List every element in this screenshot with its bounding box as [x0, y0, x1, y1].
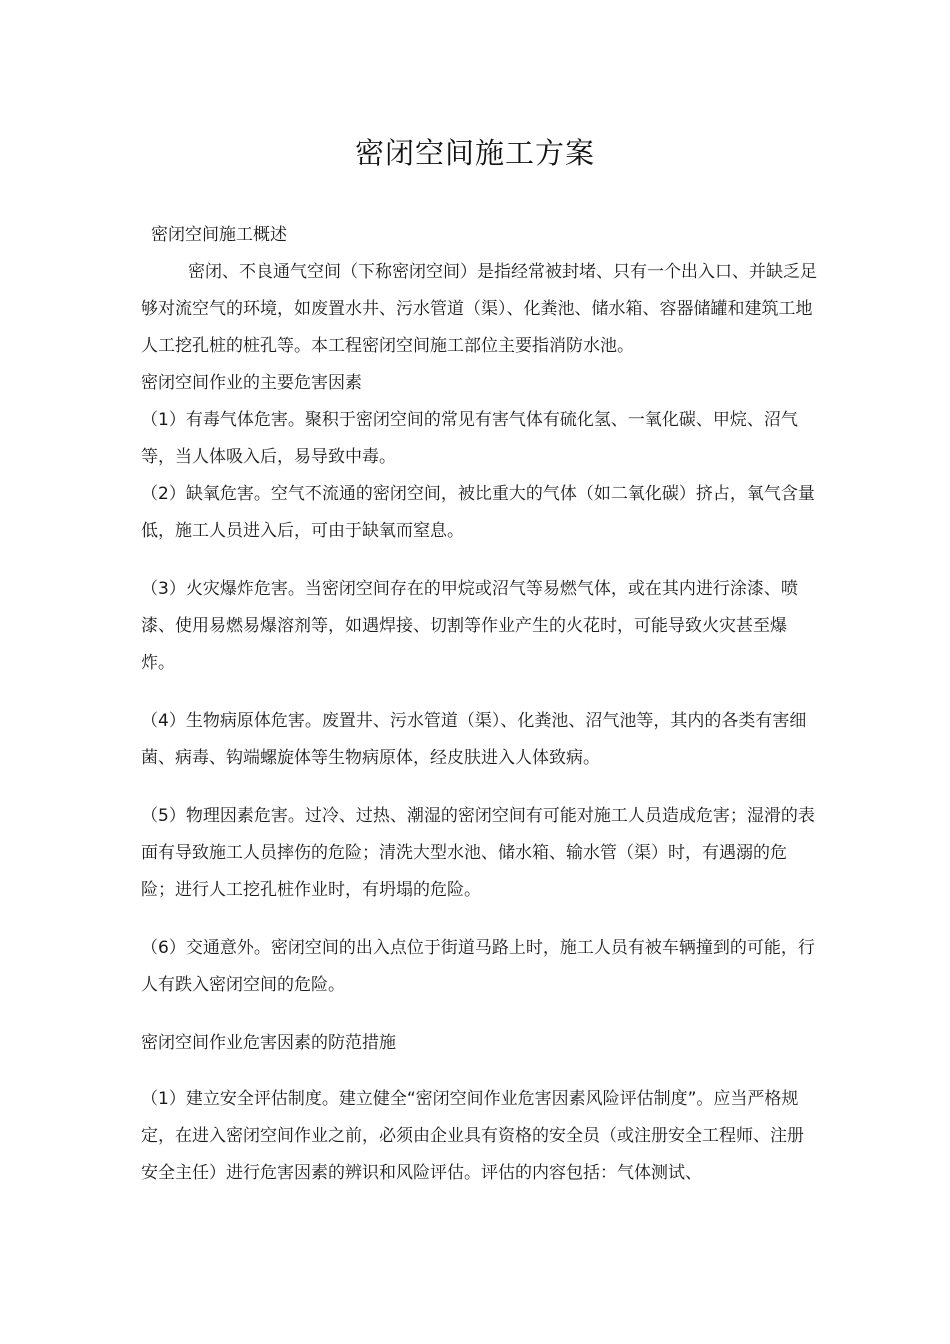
hazard-item-4: （4）生物病原体危害。废置井、污水管道（渠）、化粪池、沼气池等，其内的各类有害细菌、病毒、钩端螺旋体等生物病原体，经皮肤进入人体致病。 [141, 711, 807, 768]
hazard-item-5: （5）物理因素危害。过冷、过热、潮湿的密闭空间有可能对施工人员造成危害；湿滑的表面有导致施工人员摔伤的危险；清洗大型水池、储水箱、输水管（渠）时，有遇溺的危险；进行人工挖孔桩作业时，有坍塌的危险。 [141, 806, 815, 900]
section-heading-overview: 密闭空间施工概述 [151, 225, 287, 245]
hazard-item-6: （6）交通意外。密闭空间的出入点位于街道马路上时，施工人员有被车辆撞到的可能，行人有跌入密闭空间的危险。 [141, 938, 815, 995]
document-title: 密闭空间施工方案 [354, 136, 595, 170]
hazard-item-3: （3）火灾爆炸危害。当密闭空间存在的甲烷或沼气等易燃气体，或在其内进行涂漆、喷漆、使用易燃易爆溶剂等，如遇焊接、切割等作业产生的火花时，可能导致火灾甚至爆炸。 [141, 579, 798, 673]
section-heading-measures: 密闭空间作业危害因素的防范措施 [141, 1033, 396, 1053]
section-heading-hazards: 密闭空间作业的主要危害因素 [141, 373, 362, 393]
document-body [141, 217, 817, 1192]
hazard-item-1: （1）有毒气体危害。聚积于密闭空间的常见有害气体有硫化氢、一氧化碳、甲烷、沼气等，当人体吸入后，易导致中毒。 [141, 410, 798, 467]
paragraph-definition: 密闭、不良通气空间（下称密闭空间）是指经常被封堵、只有一个出入口、并缺乏足够对流空气的环境，如废置水井、污水管道（渠）、化粪池、储水箱、容器储罐和建筑工地人工挖孔桩的桩孔等。本工程密闭空间施工部位主要指消防水池。 [141, 262, 817, 356]
hazard-item-2: （2）缺氧危害。空气不流通的密闭空间，被比重大的气体（如二氧化碳）挤占，氧气含量低，施工人员进入后，可由于缺氧而窒息。 [141, 484, 815, 541]
measure-item-1: （1）建立安全评估制度。建立健全“密闭空间作业危害因素风险评估制度”。应当严格规定，在进入密闭空间作业之前，必须由企业具有资格的安全员（或注册安全工程师、注册安全主任）进行危害因素的辨识和风险评估。评估的内容包括：气体测试、 [141, 1089, 804, 1183]
